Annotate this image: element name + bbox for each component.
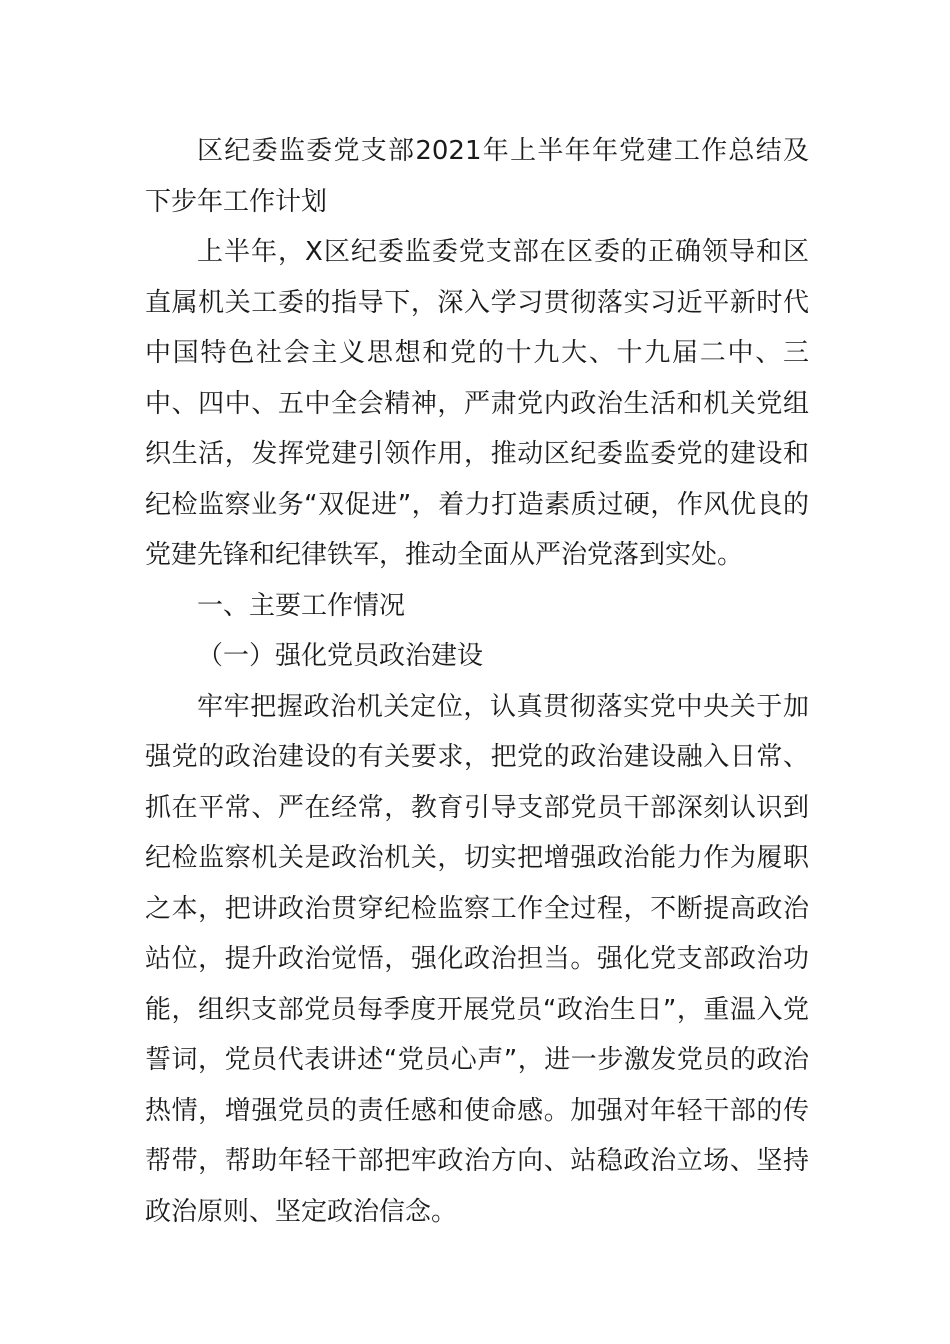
body-paragraph: 牢牢把握政治机关定位，认真贯彻落实党中央关于加强党的政治建设的有关要求，把党的政治建设融入日常、抓在平常、严在经常，教育引导支部党员干部深刻认识到纪检监察机关是政治机关，切实把增强政治能力作为履职之本，把讲政治贯穿纪检监察工作全过程，不断提高政治站位，提升政治觉悟，强化政治担当。强化党支部政治功能，组织支部党员每季度开展党员“政治生日”，重温入党誓词，党员代表讲述“党员心声”，进一步激发党员的政治热情，增强党员的责任感和使命感。加强对年轻干部的传帮带，帮助年轻干部把牢政治方向、站稳政治立场、坚持政治原则、坚定政治信念。 (145, 691, 809, 1227)
subsection-heading: （一）强化党员政治建设 (197, 641, 484, 671)
document-page (145, 126, 809, 1237)
intro-paragraph: 上半年，X区纪委监委党支部在区委的正确领导和区直属机关工委的指导下，深入学习贯彻落实习近平新时代中国特色社会主义思想和党的十九大、十九届二中、三中、四中、五中全会精神，严肃党内政治生活和机关党组织生活，发挥党建引领作用，推动区纪委监委党的建设和纪检监察业务“双促进”，着力打造素质过硬，作风优良的党建先锋和纪律铁军，推动全面从严治党落到实处。 (145, 237, 809, 570)
section-heading: 一、主要工作情况 (197, 590, 406, 621)
document-title: 区纪委监委党支部2021年上半年年党建工作总结及下步年工作计划 (145, 136, 809, 217)
